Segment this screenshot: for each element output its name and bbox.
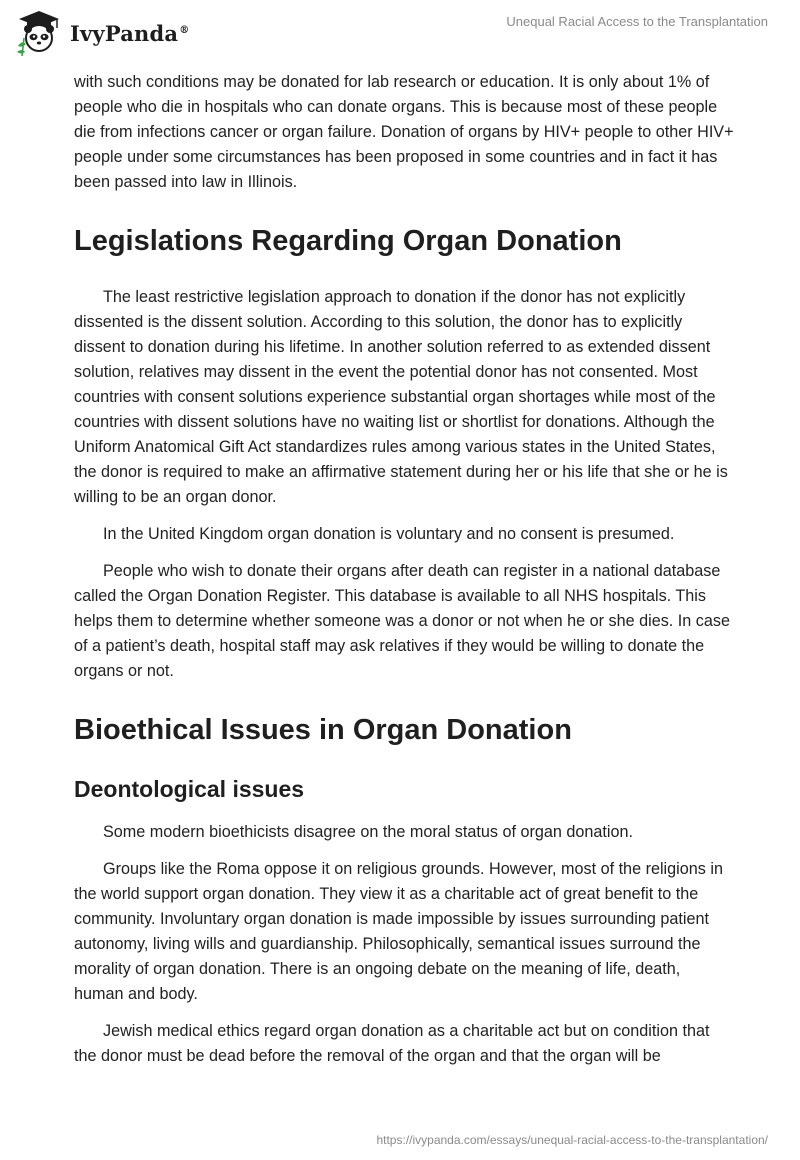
brand-name <box>70 21 189 46</box>
paragraph-deontological-2: Groups like the Roma oppose it on religious grounds. However, most of the religions in the world support organ donation. They view it as a charitable act of great benefit to the community. Involuntary organ donation is made impossible by issues surrounding patient autonomy, living wills and guardianship. Philosophically, semantical issues surround the morality of organ donation. There is an ongoing debate on the meaning of life, death, human and body. <box>74 860 723 1003</box>
panda-graduate-icon <box>14 8 64 58</box>
paragraph-deontological-3: Jewish medical ethics regard organ donation as a charitable act but on condition that the donor must be dead before the removal of the organ and that the organ will be <box>74 1022 710 1065</box>
paragraph-legislation-3: People who wish to donate their organs after death can register in a national database called the Organ Donation Register. This database is available to all NHS hospitals. This helps them to determine whether someone was a donor or not when he or she dies. In case of a patient’s death, hospital staff may ask relatives if they would be willing to donate the organs or not. <box>74 562 730 680</box>
page-header <box>0 0 800 64</box>
heading-bioethical-issues: Bioethical Issues in Organ Donation <box>74 714 572 746</box>
heading-deontological-issues: Deontological issues <box>74 776 305 802</box>
paragraph-deontological-1: Some modern bioethicists disagree on the moral status of organ donation. <box>103 823 633 841</box>
document-title: Unequal Racial Access to the Transplantation <box>506 14 768 29</box>
paragraph-legislation-1: The least restrictive legislation approach to donation if the donor has not explicitly dissented is the dissent solution. According to this solution, the donor has to explicitly dissent to donation during his lifetime. In another solution referred to as extended dissent solution, relatives may dissent in the event the potential donor has not consented. Most countries with consent solutions experience substantial organ shortages while most of the countries with dissent solutions have no waiting list or shortlist for donations. Although the Uniform Anatomical Gift Act standardizes rules among various states in the United States, the donor is required to make an affirmative statement during her or his life that she or he is willing to be an organ donor. <box>74 288 728 506</box>
brand-label: IvyPanda <box>70 20 179 46</box>
paragraph-intro: with such conditions may be donated for lab research or education. It is only about 1% of people who die in hospitals who can donate organs. This is because most of these people die from infections cancer or organ failure. Donation of organs by HIV+ people to other HIV+ people under some circumstances has been proposed in some countries and in fact it has been passed into law in Illinois. <box>74 73 734 191</box>
registered-mark: ® <box>179 24 190 36</box>
ivypanda-logo[interactable] <box>14 8 189 58</box>
source-url[interactable]: https://ivypanda.com/essays/unequal-racial-access-to-the-transplantation/ <box>376 1133 768 1147</box>
heading-legislations: Legislations Regarding Organ Donation <box>74 225 622 257</box>
paragraph-legislation-2: In the United Kingdom organ donation is voluntary and no consent is presumed. <box>103 525 675 543</box>
essay-content <box>74 70 734 1081</box>
